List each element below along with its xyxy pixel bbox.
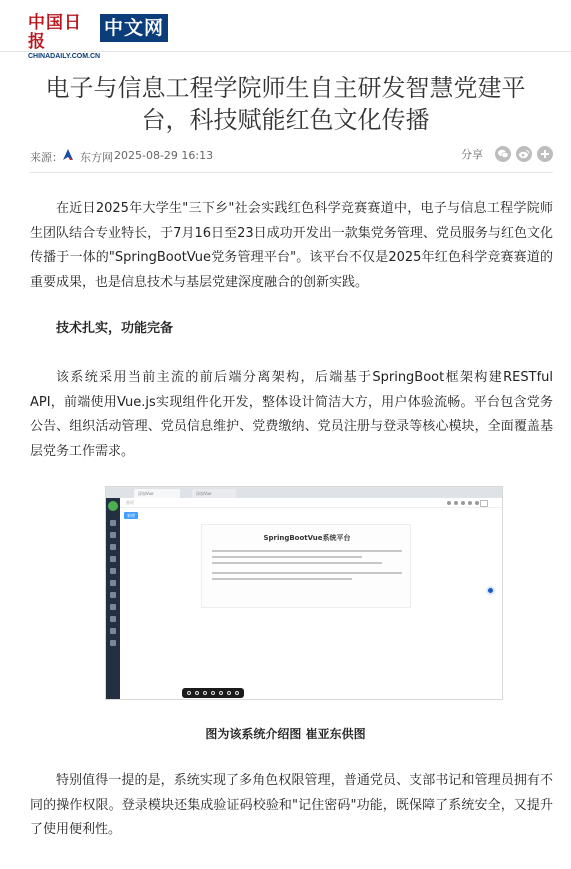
figure-browser-tab: 添加Vue (134, 489, 180, 498)
source-label: 来源： (30, 151, 63, 164)
article-title: 电子与信息工程学院师生自主研发智慧党建平台，科技赋能红色文化传播 (45, 74, 526, 134)
system-screenshot-figure (105, 486, 503, 700)
figure-caption: 图为该系统介绍图 崔亚东供图 (205, 727, 366, 741)
figure-intro-card (201, 524, 411, 608)
share-label: 分享 (461, 148, 483, 161)
logo-channel-box: 中文网 (100, 14, 168, 42)
article-meta (30, 148, 553, 164)
more-icon[interactable] (537, 146, 553, 162)
wechat-icon[interactable] (495, 146, 511, 162)
figure-add-button: 新增 (124, 512, 138, 519)
paragraph-architecture: 该系统采用当前主流的前后端分离架构，后端基于SpringBoot框架构建RESTful API，前端使用Vue.js实现组件化开发，整体设计简洁大方，用户体验流畅。平台包含党务公告、组织活动管理、党员信息维护、党费缴纳、党员注册与登录等核心模块，全面覆盖基层党务工作需求。 (30, 370, 553, 459)
logo-chinese-text: 中国日报 (28, 13, 82, 52)
meta-divider (30, 172, 553, 173)
paragraph-permissions: 特别值得一提的是，系统实现了多角色权限管理，普通党员、支部书记和管理员拥有不同的操作权限。登录模块还集成验证码校验和"记住密码"功能，既保障了系统安全，又提升了使用便利性。 (30, 773, 553, 837)
paragraph-intro: 在近日2025年大学生"三下乡"社会实践红色科学竞赛赛道中，电子与信息工程学院师生团队结合专业特长，于7月16日至23日成功开发出一款集党务管理、党员服务与红色文化传播于一体的"SpringBootVue党务管理平台"。该平台不仅是2025年红色科学竞赛赛道的重要成果，也是信息技术与基层党建深度融合的创新实践。 (30, 201, 553, 290)
figure-browser-tab: 添加Vue (192, 489, 236, 498)
logo-wordmark (28, 13, 101, 61)
figure-sidebar (106, 498, 120, 700)
figure-help-icon (486, 586, 495, 595)
publish-datetime: 2025-08-29 16:13 (114, 149, 214, 162)
figure-breadcrumb: 首页 (120, 498, 503, 508)
site-logo[interactable] (28, 14, 168, 61)
broken-image-icon (480, 500, 488, 507)
site-header (0, 0, 571, 60)
share-bar (461, 146, 553, 162)
figure-window-controls (444, 490, 494, 495)
source-name[interactable]: 东方网 (80, 151, 113, 164)
source-logo-icon (61, 148, 75, 162)
figure-card-title: SpringBootVue系统平台 (263, 534, 351, 542)
section-subheading: 技术扎实，功能完备 (56, 321, 174, 336)
logo-english-text: CHINADAILY.COM.CN (28, 53, 101, 60)
figure-bottom-toolbar (182, 688, 244, 698)
weibo-icon[interactable] (516, 146, 532, 162)
figure-browser-tabbar (106, 487, 503, 498)
